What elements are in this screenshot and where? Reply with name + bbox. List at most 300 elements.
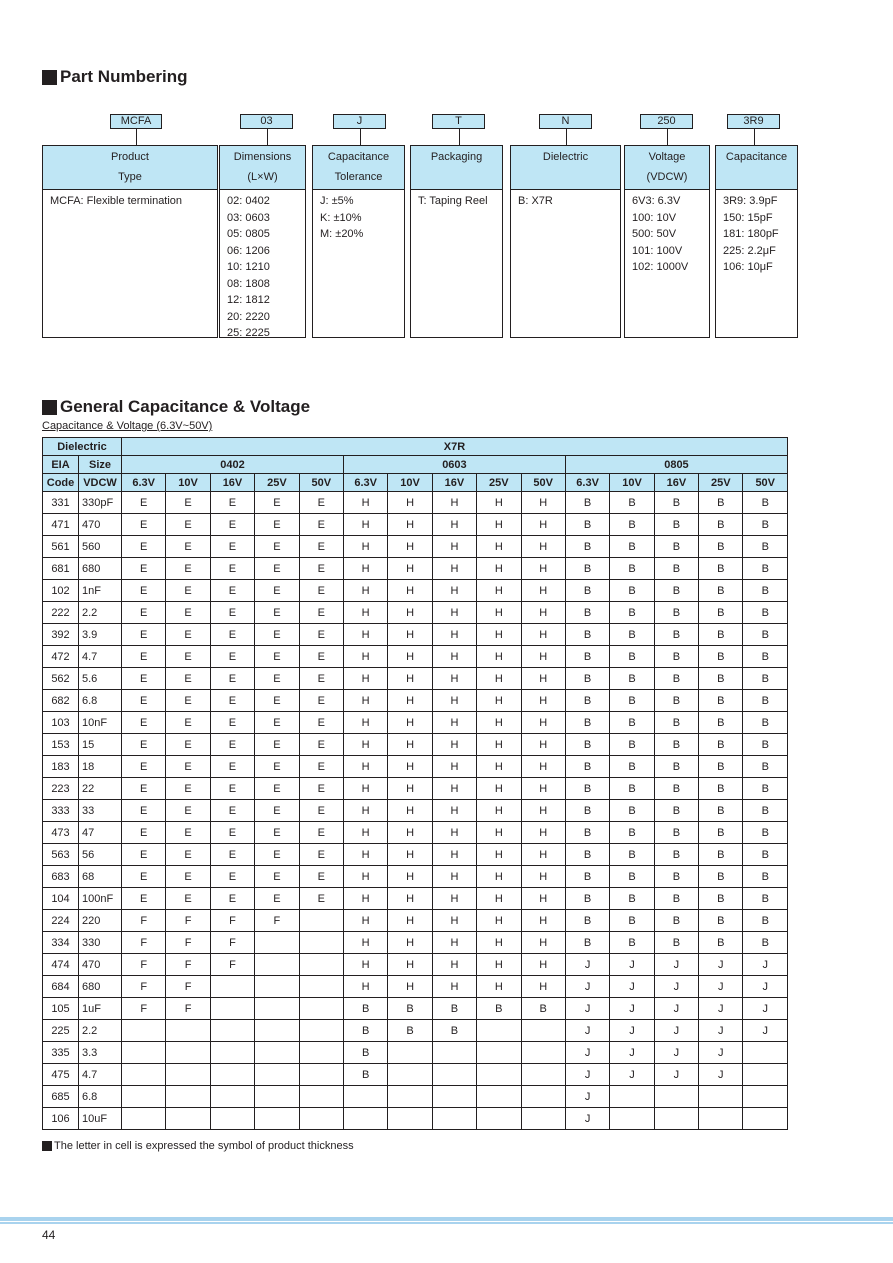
thickness-cell: B xyxy=(699,910,743,932)
thickness-cell: H xyxy=(388,910,432,932)
thickness-cell: H xyxy=(388,844,432,866)
thickness-cell: B xyxy=(343,1042,387,1064)
thickness-cell xyxy=(299,998,343,1020)
thickness-cell xyxy=(299,910,343,932)
eia-code: 562 xyxy=(43,668,79,690)
options-voltage xyxy=(624,189,710,338)
capacitance-value: 6.8 xyxy=(79,1086,122,1108)
option-line: 05: 0805 xyxy=(227,228,270,240)
thickness-cell: E xyxy=(255,514,299,536)
thickness-cell: B xyxy=(654,668,698,690)
thickness-cell: B xyxy=(699,756,743,778)
thickness-cell: B xyxy=(388,998,432,1020)
thickness-cell: B xyxy=(610,866,654,888)
thickness-cell xyxy=(166,1108,210,1130)
option-line: 06: 1206 xyxy=(227,244,270,257)
thickness-cell xyxy=(388,1108,432,1130)
capacitance-value: 6.8 xyxy=(79,690,122,712)
table-row xyxy=(43,1086,788,1108)
thickness-cell: H xyxy=(477,668,521,690)
thickness-cell: B xyxy=(565,602,609,624)
thickness-cell: H xyxy=(477,514,521,536)
thickness-cell: B xyxy=(743,866,788,888)
thickness-cell: B xyxy=(432,998,476,1020)
thickness-cell: B xyxy=(565,866,609,888)
thickness-cell: H xyxy=(432,756,476,778)
thickness-cell xyxy=(210,1086,254,1108)
thickness-cell xyxy=(255,932,299,954)
thickness-cell: J xyxy=(610,976,654,998)
thickness-cell: H xyxy=(343,580,387,602)
thickness-cell: H xyxy=(432,954,476,976)
option-line: 3R9: 3.9pF xyxy=(723,195,778,207)
thickness-cell: H xyxy=(388,646,432,668)
thickness-cell: E xyxy=(299,690,343,712)
thickness-cell: H xyxy=(343,602,387,624)
thickness-cell: E xyxy=(210,580,254,602)
thickness-cell: B xyxy=(699,822,743,844)
thickness-cell xyxy=(255,976,299,998)
option-line: 102: 1000V xyxy=(632,261,689,273)
thickness-cell xyxy=(122,1020,166,1042)
thickness-cell: B xyxy=(610,624,654,646)
thickness-cell: B xyxy=(610,558,654,580)
thickness-cell: J xyxy=(699,1064,743,1086)
thickness-cell: B xyxy=(565,910,609,932)
code-box-packaging: T xyxy=(432,114,485,129)
table-row xyxy=(43,690,788,712)
thickness-cell: F xyxy=(166,998,210,1020)
thickness-cell: H xyxy=(477,580,521,602)
thickness-cell: H xyxy=(388,712,432,734)
thickness-cell: B xyxy=(565,690,609,712)
capacitance-value: 680 xyxy=(79,976,122,998)
thickness-cell: B xyxy=(699,932,743,954)
header-line: (L×W) xyxy=(247,171,278,183)
table-row xyxy=(43,756,788,778)
thickness-cell: H xyxy=(432,712,476,734)
thickness-cell xyxy=(210,1020,254,1042)
connector-line xyxy=(459,129,460,145)
thickness-cell: H xyxy=(521,932,565,954)
thickness-cell: E xyxy=(299,800,343,822)
thickness-cell xyxy=(521,1020,565,1042)
thickness-cell: H xyxy=(388,690,432,712)
thickness-cell: B xyxy=(610,712,654,734)
thickness-cell: E xyxy=(299,844,343,866)
capacitance-value: 22 xyxy=(79,778,122,800)
thickness-cell: F xyxy=(122,998,166,1020)
thickness-cell: F xyxy=(122,976,166,998)
thickness-cell: B xyxy=(654,646,698,668)
thickness-cell xyxy=(299,954,343,976)
thickness-cell: B xyxy=(654,800,698,822)
thickness-cell: E xyxy=(255,602,299,624)
thickness-cell: H xyxy=(477,932,521,954)
option-line: K: ±10% xyxy=(320,211,362,224)
thickness-cell: F xyxy=(166,910,210,932)
eia-code: 225 xyxy=(43,1020,79,1042)
thickness-cell xyxy=(255,1064,299,1086)
thickness-cell: H xyxy=(432,910,476,932)
capacitance-value: 680 xyxy=(79,558,122,580)
thickness-cell: B xyxy=(565,800,609,822)
table-row xyxy=(43,976,788,998)
thickness-cell xyxy=(432,1108,476,1130)
thickness-cell xyxy=(122,1108,166,1130)
capacitance-value: 4.7 xyxy=(79,1064,122,1086)
thickness-cell: E xyxy=(122,888,166,910)
header-row-voltage xyxy=(43,474,788,492)
footer-rule xyxy=(0,1217,893,1221)
option-line: M: ±20% xyxy=(320,228,364,240)
option-line: 03: 0603 xyxy=(227,211,270,224)
thickness-cell: H xyxy=(477,954,521,976)
thickness-cell: E xyxy=(210,822,254,844)
capacitance-value: 330pF xyxy=(79,492,122,514)
thickness-cell: H xyxy=(432,646,476,668)
thickness-cell: H xyxy=(521,492,565,514)
thickness-cell: E xyxy=(166,602,210,624)
thickness-cell: H xyxy=(388,954,432,976)
header-line: Product xyxy=(111,151,149,163)
table-row xyxy=(43,800,788,822)
eia-code: 334 xyxy=(43,932,79,954)
capacitance-value: 47 xyxy=(79,822,122,844)
thickness-cell: E xyxy=(299,514,343,536)
thickness-cell: B xyxy=(699,734,743,756)
thickness-cell: E xyxy=(166,536,210,558)
voltage-header: 6.3V xyxy=(122,474,166,492)
thickness-cell: F xyxy=(166,932,210,954)
thickness-cell: H xyxy=(432,932,476,954)
thickness-cell: B xyxy=(565,536,609,558)
eia-code: 561 xyxy=(43,536,79,558)
thickness-cell: H xyxy=(477,800,521,822)
size-0402: 0402 xyxy=(122,456,344,474)
capacitance-value: 2.2 xyxy=(79,1020,122,1042)
capacitance-value: 18 xyxy=(79,756,122,778)
thickness-cell: H xyxy=(432,690,476,712)
thickness-cell: E xyxy=(210,756,254,778)
option-line: B: X7R xyxy=(518,195,553,207)
thickness-cell: B xyxy=(654,844,698,866)
table-row xyxy=(43,624,788,646)
thickness-cell: J xyxy=(743,976,788,998)
thickness-cell: H xyxy=(477,602,521,624)
thickness-cell: F xyxy=(122,910,166,932)
thickness-cell: B xyxy=(743,712,788,734)
thickness-cell: H xyxy=(521,646,565,668)
thickness-cell: J xyxy=(610,1042,654,1064)
eia-label: EIA xyxy=(43,456,79,474)
thickness-cell: B xyxy=(654,888,698,910)
thickness-cell xyxy=(255,1086,299,1108)
footer-rule-thin xyxy=(0,1222,893,1224)
table-row xyxy=(43,998,788,1020)
table-row xyxy=(43,580,788,602)
eia-code: 475 xyxy=(43,1064,79,1086)
capacitance-value: 56 xyxy=(79,844,122,866)
table-row xyxy=(43,866,788,888)
thickness-cell: E xyxy=(299,866,343,888)
thickness-cell: J xyxy=(610,1064,654,1086)
connector-line xyxy=(360,129,361,145)
thickness-cell xyxy=(255,998,299,1020)
thickness-cell xyxy=(477,1086,521,1108)
thickness-cell: B xyxy=(565,778,609,800)
thickness-cell: B xyxy=(610,580,654,602)
thickness-cell: B xyxy=(343,1064,387,1086)
thickness-cell: B xyxy=(743,778,788,800)
option-line: 101: 100V xyxy=(632,244,683,257)
thickness-cell xyxy=(743,1108,788,1130)
table-row xyxy=(43,602,788,624)
thickness-cell: E xyxy=(122,514,166,536)
thickness-cell: B xyxy=(565,558,609,580)
thickness-cell: E xyxy=(255,536,299,558)
thickness-cell: B xyxy=(565,580,609,602)
thickness-cell: H xyxy=(388,756,432,778)
thickness-cell: H xyxy=(343,514,387,536)
thickness-cell: B xyxy=(654,536,698,558)
table-row xyxy=(43,734,788,756)
thickness-cell: E xyxy=(122,822,166,844)
capacitance-value: 15 xyxy=(79,734,122,756)
thickness-cell: H xyxy=(477,734,521,756)
thickness-cell: B xyxy=(699,580,743,602)
thickness-cell xyxy=(477,1064,521,1086)
thickness-cell: E xyxy=(255,888,299,910)
thickness-cell: B xyxy=(743,756,788,778)
square-bullet-icon xyxy=(42,1141,52,1151)
thickness-cell: H xyxy=(432,844,476,866)
thickness-cell: J xyxy=(699,998,743,1020)
thickness-cell: E xyxy=(210,624,254,646)
thickness-cell: H xyxy=(432,514,476,536)
option-line: 12: 1812 xyxy=(227,294,270,306)
thickness-cell: E xyxy=(166,624,210,646)
thickness-cell: H xyxy=(432,866,476,888)
eia-code: 471 xyxy=(43,514,79,536)
voltage-header: 16V xyxy=(654,474,698,492)
thickness-cell: E xyxy=(255,844,299,866)
footnote-text: The letter in cell is expressed the symbol of product thickness xyxy=(54,1140,354,1152)
thickness-cell: B xyxy=(654,712,698,734)
thickness-cell xyxy=(477,1020,521,1042)
code-box-capacitance-tolerance: J xyxy=(333,114,386,129)
thickness-cell: E xyxy=(210,800,254,822)
thickness-cell: E xyxy=(210,866,254,888)
capacitance-value: 68 xyxy=(79,866,122,888)
header-line: Tolerance xyxy=(334,171,383,183)
thickness-cell: B xyxy=(654,734,698,756)
thickness-cell: E xyxy=(166,778,210,800)
thickness-cell: H xyxy=(521,712,565,734)
eia-code: 104 xyxy=(43,888,79,910)
thickness-cell: B xyxy=(699,844,743,866)
thickness-cell: B xyxy=(610,778,654,800)
thickness-cell: E xyxy=(299,492,343,514)
thickness-cell xyxy=(122,1086,166,1108)
thickness-cell: B xyxy=(743,558,788,580)
eia-code: 335 xyxy=(43,1042,79,1064)
thickness-cell: B xyxy=(610,844,654,866)
thickness-cell: B xyxy=(565,932,609,954)
thickness-cell: E xyxy=(166,492,210,514)
thickness-cell: B xyxy=(743,536,788,558)
thickness-cell: J xyxy=(565,1042,609,1064)
thickness-cell: E xyxy=(299,778,343,800)
thickness-cell: J xyxy=(743,1020,788,1042)
thickness-cell: H xyxy=(343,646,387,668)
thickness-cell: B xyxy=(388,1020,432,1042)
thickness-cell: E xyxy=(166,580,210,602)
eia-code: 473 xyxy=(43,822,79,844)
thickness-cell: F xyxy=(210,910,254,932)
thickness-cell: B xyxy=(654,558,698,580)
voltage-header: 10V xyxy=(388,474,432,492)
capacitance-value: 1nF xyxy=(79,580,122,602)
capacitance-value: 3.3 xyxy=(79,1042,122,1064)
thickness-cell: E xyxy=(122,800,166,822)
thickness-cell: E xyxy=(210,646,254,668)
eia-code: 333 xyxy=(43,800,79,822)
thickness-cell: H xyxy=(343,932,387,954)
table-row xyxy=(43,910,788,932)
thickness-cell: B xyxy=(654,580,698,602)
eia-code: 392 xyxy=(43,624,79,646)
thickness-cell: E xyxy=(122,624,166,646)
thickness-cell: H xyxy=(521,734,565,756)
header-line: Voltage xyxy=(648,151,686,163)
thickness-cell: H xyxy=(477,888,521,910)
header-line: Type xyxy=(118,171,142,183)
thickness-cell: H xyxy=(521,624,565,646)
thickness-cell: E xyxy=(210,888,254,910)
thickness-cell: H xyxy=(432,536,476,558)
eia-code: 563 xyxy=(43,844,79,866)
thickness-cell: E xyxy=(255,492,299,514)
thickness-cell: E xyxy=(210,558,254,580)
thickness-cell: E xyxy=(255,646,299,668)
thickness-cell: F xyxy=(166,976,210,998)
thickness-cell xyxy=(299,976,343,998)
capacitance-value: 470 xyxy=(79,514,122,536)
thickness-cell: B xyxy=(743,734,788,756)
thickness-cell: B xyxy=(565,624,609,646)
thickness-cell: H xyxy=(343,800,387,822)
capacitance-voltage-table xyxy=(42,437,788,1130)
options-dielectric xyxy=(510,189,621,338)
size-0805: 0805 xyxy=(565,456,787,474)
thickness-cell: H xyxy=(432,580,476,602)
thickness-cell: B xyxy=(343,1020,387,1042)
thickness-cell: E xyxy=(255,580,299,602)
voltage-header: 10V xyxy=(610,474,654,492)
thickness-cell: H xyxy=(388,668,432,690)
thickness-cell: J xyxy=(654,954,698,976)
header-row-dielectric xyxy=(43,438,788,456)
thickness-cell: H xyxy=(388,866,432,888)
eia-code: 222 xyxy=(43,602,79,624)
thickness-cell: E xyxy=(210,536,254,558)
option-line: 150: 15pF xyxy=(723,211,773,224)
thickness-cell: J xyxy=(699,1042,743,1064)
code-label: Code xyxy=(43,474,79,492)
thickness-cell: H xyxy=(343,690,387,712)
thickness-cell: B xyxy=(699,668,743,690)
thickness-cell: H xyxy=(521,668,565,690)
thickness-cell: H xyxy=(432,668,476,690)
thickness-cell: B xyxy=(565,734,609,756)
thickness-cell: H xyxy=(343,492,387,514)
thickness-cell xyxy=(521,1042,565,1064)
header-product-type xyxy=(42,145,218,190)
thickness-cell xyxy=(343,1108,387,1130)
capacitance-value: 470 xyxy=(79,954,122,976)
header-line: Dimensions xyxy=(233,151,292,163)
code-box-capacitance: 3R9 xyxy=(727,114,780,129)
thickness-cell: F xyxy=(122,954,166,976)
thickness-cell: H xyxy=(477,910,521,932)
thickness-cell: H xyxy=(432,800,476,822)
thickness-cell xyxy=(210,998,254,1020)
thickness-cell: E xyxy=(255,668,299,690)
table-row xyxy=(43,668,788,690)
capacitance-value: 220 xyxy=(79,910,122,932)
thickness-cell: E xyxy=(299,756,343,778)
thickness-cell: H xyxy=(388,514,432,536)
thickness-cell: B xyxy=(610,668,654,690)
thickness-cell: H xyxy=(521,866,565,888)
thickness-cell: E xyxy=(210,514,254,536)
table-row xyxy=(43,822,788,844)
thickness-cell xyxy=(388,1042,432,1064)
thickness-cell: H xyxy=(477,756,521,778)
thickness-cell: B xyxy=(610,822,654,844)
table-row xyxy=(43,954,788,976)
thickness-cell: E xyxy=(299,888,343,910)
thickness-cell: B xyxy=(654,778,698,800)
table-row xyxy=(43,536,788,558)
table-row xyxy=(43,514,788,536)
thickness-cell: E xyxy=(122,602,166,624)
connector-line xyxy=(667,129,668,145)
thickness-cell: H xyxy=(388,492,432,514)
capacitance-value: 1uF xyxy=(79,998,122,1020)
thickness-cell xyxy=(521,1108,565,1130)
voltage-header: 10V xyxy=(166,474,210,492)
thickness-cell: H xyxy=(521,756,565,778)
thickness-cell: E xyxy=(166,646,210,668)
thickness-cell: E xyxy=(122,536,166,558)
thickness-cell xyxy=(299,1020,343,1042)
thickness-cell: B xyxy=(743,514,788,536)
thickness-cell: E xyxy=(122,866,166,888)
thickness-cell: F xyxy=(210,932,254,954)
thickness-cell: B xyxy=(610,514,654,536)
thickness-cell: E xyxy=(299,558,343,580)
thickness-cell: E xyxy=(210,712,254,734)
header-dimensions xyxy=(219,145,306,190)
thickness-cell: E xyxy=(166,844,210,866)
eia-code: 153 xyxy=(43,734,79,756)
thickness-cell: F xyxy=(210,954,254,976)
thickness-cell xyxy=(388,1086,432,1108)
voltage-header: 50V xyxy=(521,474,565,492)
thickness-cell xyxy=(166,1042,210,1064)
